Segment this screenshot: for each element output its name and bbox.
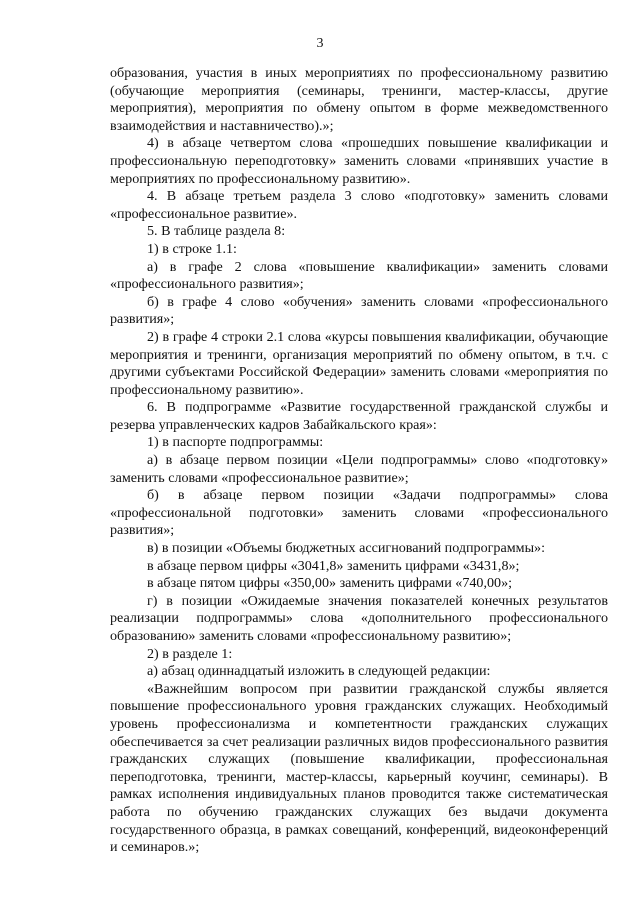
paragraph: 6. В подпрограмме «Развитие государственной гражданской службы и резерва управленческих кадров Забайкальского края»: xyxy=(110,399,608,433)
paragraph: 1) в паспорте подпрограммы: xyxy=(147,434,324,451)
paragraph: 4. В абзаце третьем раздела 3 слово «подготовку» заменить словами «профессиональное развитие». xyxy=(110,188,608,222)
paragraph: б) в абзаце первом позиции «Задачи подпрограммы» слова «профессиональной подготовки» заменить словами «профессионального развития»; xyxy=(110,487,608,539)
paragraph: 2) в разделе 1: xyxy=(147,645,233,662)
paragraph: 2) в графе 4 строки 2.1 слова «курсы повышения квалификации, обучающие мероприятия и тренинги, организация мероприятий по обмену опытом, в т.ч. с другими субъектами Российской Федерации» заменить словами «мероприятия по профессиональному развитию». xyxy=(110,328,608,398)
paragraph: 5. В таблице раздела 8: xyxy=(147,223,286,240)
paragraph: б) в графе 4 слово «обучения» заменить словами «профессионального развития»; xyxy=(110,293,608,328)
paragraph: 4) в абзаце четвертом слова «прошедших повышение квалификации и профессиональную переподготовку» заменить словами «принявших участие в мероприятиях по профессиональному развитию». xyxy=(110,135,608,187)
paragraph: 1) в строке 1.1: xyxy=(147,240,237,257)
paragraph: а) в графе 2 слова «повышение квалификации» заменить словами «профессионального развития»; xyxy=(110,258,608,293)
paragraph: образования, участия в иных мероприятиях по профессиональному развитию (обучающие мероприятия (семинары, тренинги, мастер-классы, другие мероприятия), мероприятия по обмену опытом в форме межведомственного взаимодействия и наставничество).»; xyxy=(110,65,608,134)
document-body xyxy=(110,65,608,857)
paragraph: а) абзац одиннадцатый изложить в следующей редакции: xyxy=(147,663,491,680)
paragraph: а) в абзаце первом позиции «Цели подпрограммы» слово «подготовку» заменить словами «профессиональное развитие»; xyxy=(110,452,608,486)
paragraph: в) в позиции «Объемы бюджетных ассигнований подпрограммы»: xyxy=(147,540,545,557)
paragraph: г) в позиции «Ожидаемые значения показателей конечных результатов реализации подпрограммы» слова «дополнительного профессионального образованию» заменить словами «профессиональному развитию»; xyxy=(110,592,608,644)
paragraph: «Важнейшим вопросом при развитии гражданской службы является повышение профессионального уровня гражданских служащих. Необходимый уровень профессионализма и компетентности гражданских служащих обеспечивается за счет реализации различных видов профессионального развития гражданских служащих (повышение квалификации, профессиональная переподготовка, тренинги, мастер-классы, карьерный коучинг, семинары). В рамках исполнения индивидуальных планов проводится также систематическая работа по обучению гражданских служащих без выдачи документа государственного образца, в рамках совещаний, конференций, видеоконференций и семинаров.»; xyxy=(110,680,608,856)
page-number: 3 xyxy=(316,36,324,51)
paragraph: в абзаце первом цифры «3041,8» заменить цифрами «3431,8»; xyxy=(147,557,520,574)
paragraph: в абзаце пятом цифры «350,00» заменить цифрами «740,00»; xyxy=(147,575,513,592)
